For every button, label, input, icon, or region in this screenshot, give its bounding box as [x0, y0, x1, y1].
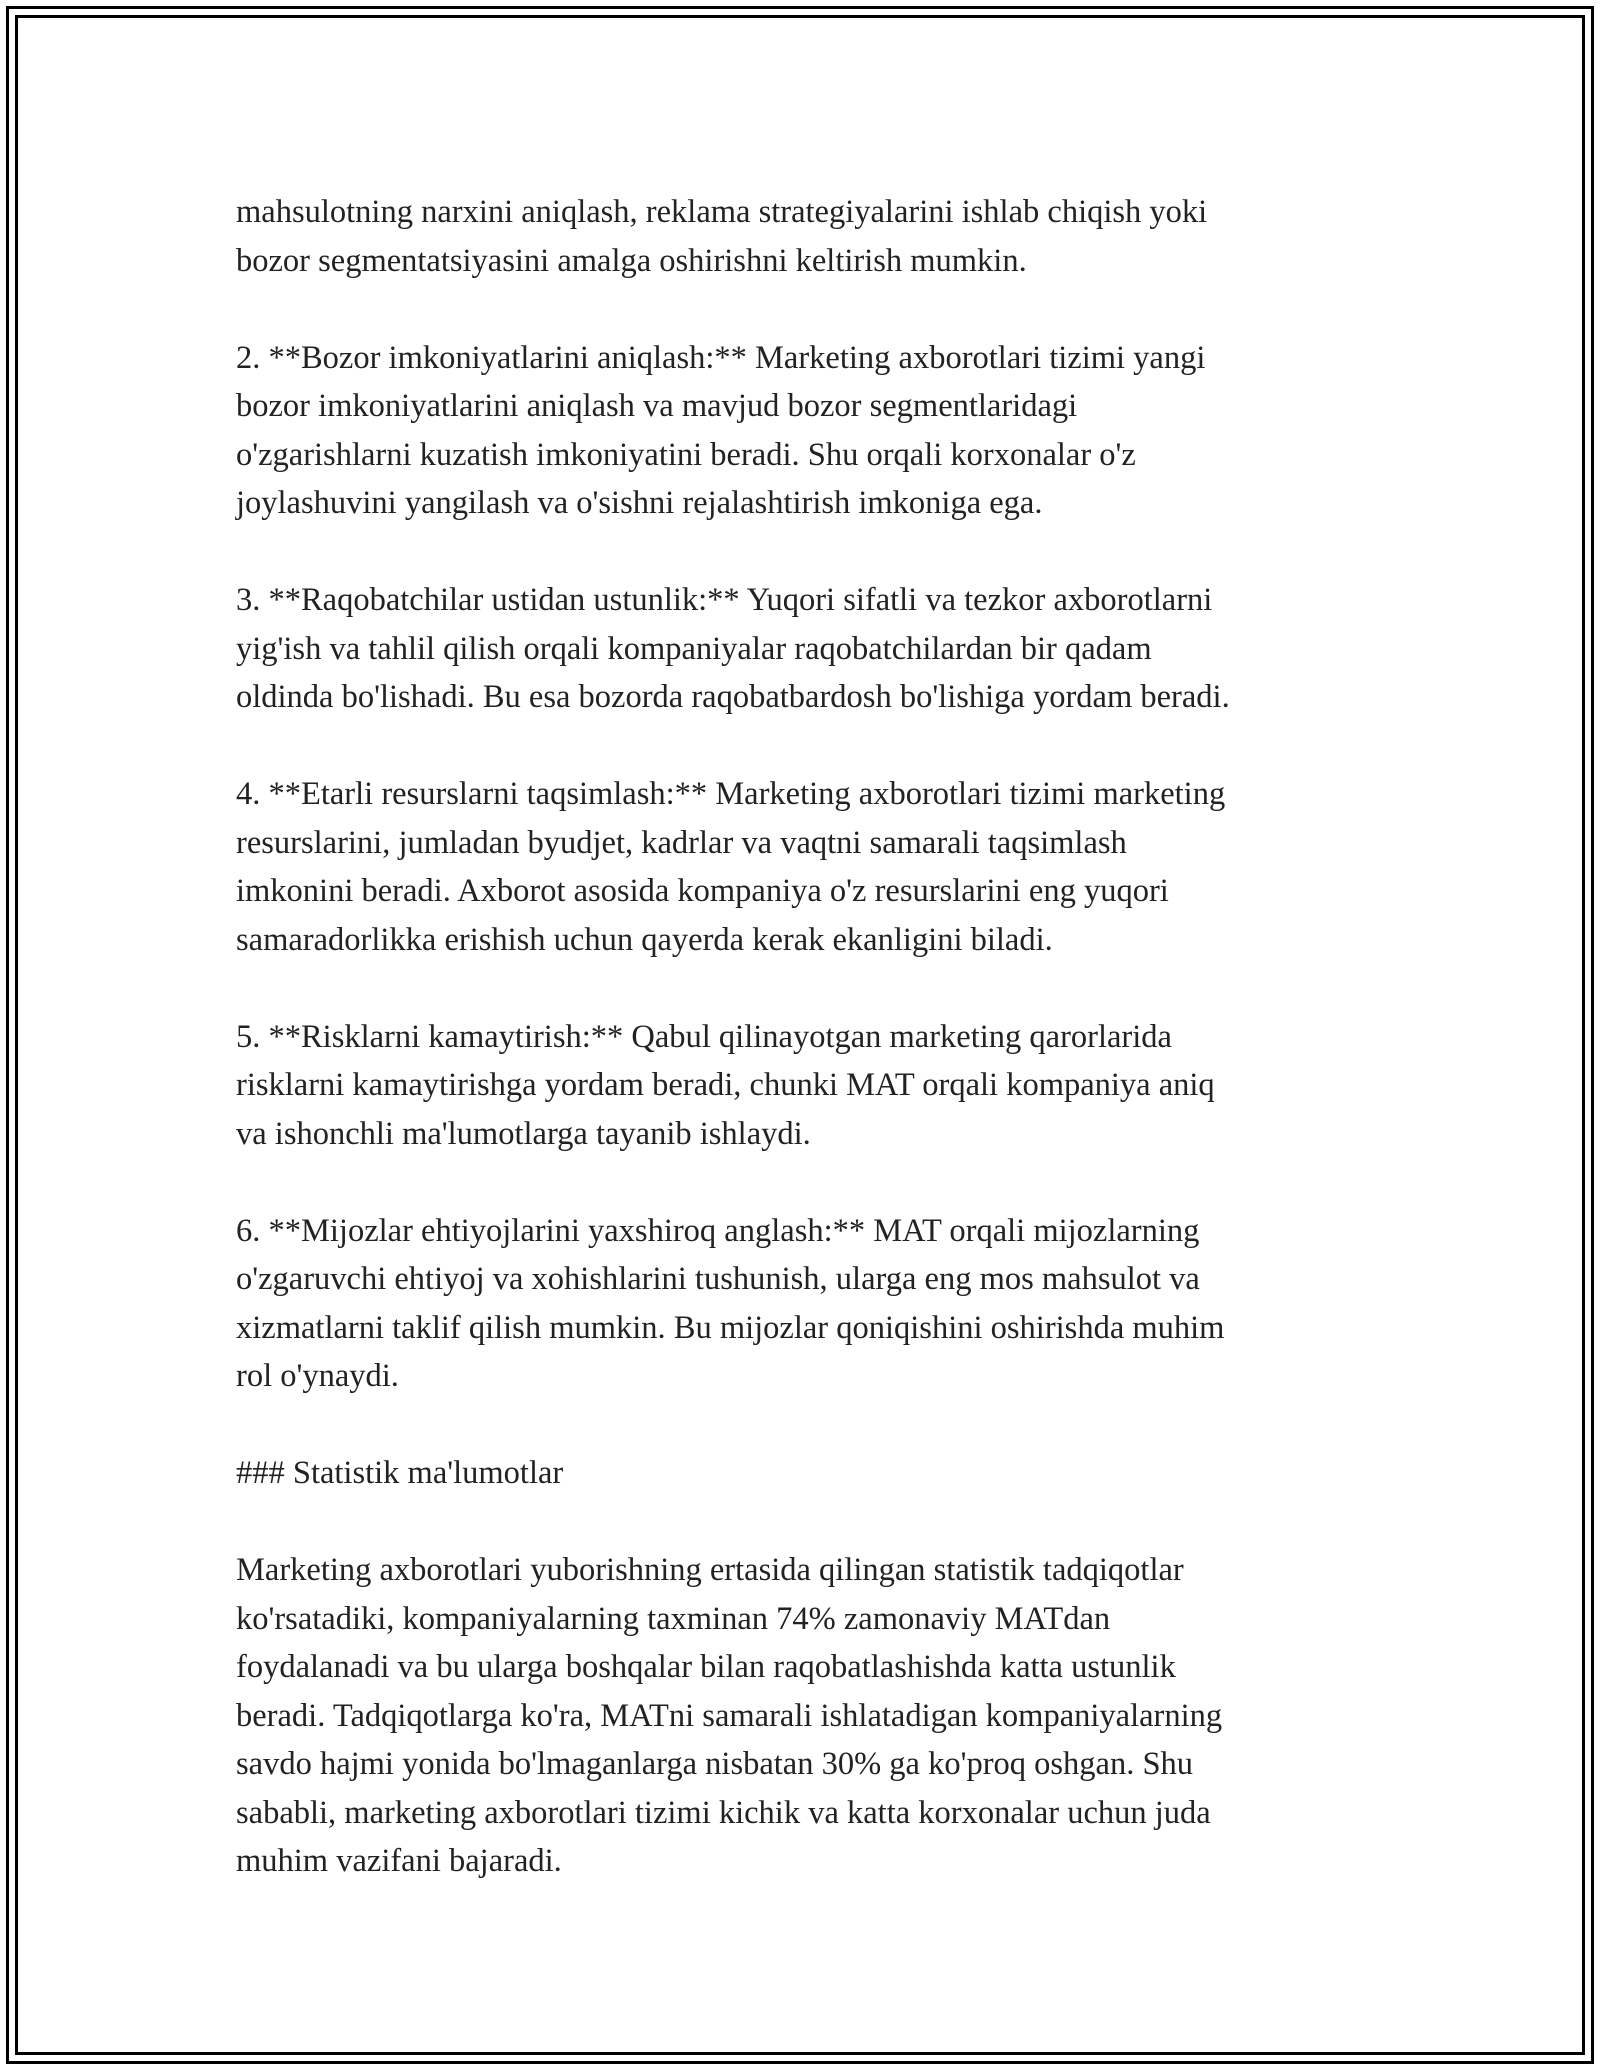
section-heading-statistics: ### Statistik ma'lumotlar [236, 1455, 564, 1491]
paragraph-intro-continuation: mahsulotning narxini aniqlash, reklama strategiyalarini ishlab chiqish yoki bozor segmentatsiyasini amalga oshirishni keltirish mumkin. [236, 194, 1208, 279]
paragraph-item-6: 6. **Mijozlar ehtiyojlarini yaxshiroq anglash:** MAT orqali mijozlarning o'zgaruvchi ehtiyoj va xohishlarini tushunish, ularga eng mos mahsulot va xizmatlarni taklif qilish mumkin. Bu mijozlar qoniqishini oshirishda muhim rol o'ynaydi. [236, 1212, 1225, 1394]
paragraph-item-2: 2. **Bozor imkoniyatlarini aniqlash:** Marketing axborotlari tizimi yangi bozor imkoniyatlarini aniqlash va mavjud bozor segmentlaridagi o'zgarishlarni kuzatish imkoniyatini beradi. Shu orqali korxonalar o'z joylashuvini yangilash va o'sishni rejalashtirish imkoniga ega. [236, 339, 1206, 521]
document-body [236, 188, 1376, 1886]
paragraph-item-3: 3. **Raqobatchilar ustidan ustunlik:** Yuqori sifatli va tezkor axborotlarni yig'ish va tahlil qilish orqali kompaniyalar raqobatchilardan bir qadam oldinda bo'lishadi. Bu esa bozorda raqobatbardosh bo'lishiga yordam beradi. [236, 582, 1230, 715]
paragraph-statistics: Marketing axborotlari yuborishning ertasida qilingan statistik tadqiqotlar ko'rsatadiki, kompaniyalarning taxminan 74% zamonaviy MATdan foydalanadi va bu ularga boshqalar bilan raqobatlashishda katta ustunlik beradi. Tadqiqotlarga ko'ra, MATni samarali ishlatadigan kompaniyalarning savdo hajmi yonida bo'lmaganlarga nisbatan 30% ga ko'proq oshgan. Shu sababli, marketing axborotlari tizimi kichik va katta korxonalar uchun juda muhim vazifani bajaradi. [236, 1552, 1223, 1879]
paragraph-item-5: 5. **Risklarni kamaytirish:** Qabul qilinayotgan marketing qarorlarida risklarni kamaytirishga yordam beradi, chunki MAT orqali kompaniya aniq va ishonchli ma'lumotlarga tayanib ishlaydi. [236, 1018, 1215, 1152]
paragraph-item-4: 4. **Etarli resurslarni taqsimlash:** Marketing axborotlari tizimi marketing resurslarini, jumladan byudjet, kadrlar va vaqtni samarali taqsimlash imkonini beradi. Axborot asosida kompaniya o'z resurslarini eng yuqori samaradorlikka erishish uchun qayerda kerak ekanligini biladi. [236, 776, 1226, 958]
